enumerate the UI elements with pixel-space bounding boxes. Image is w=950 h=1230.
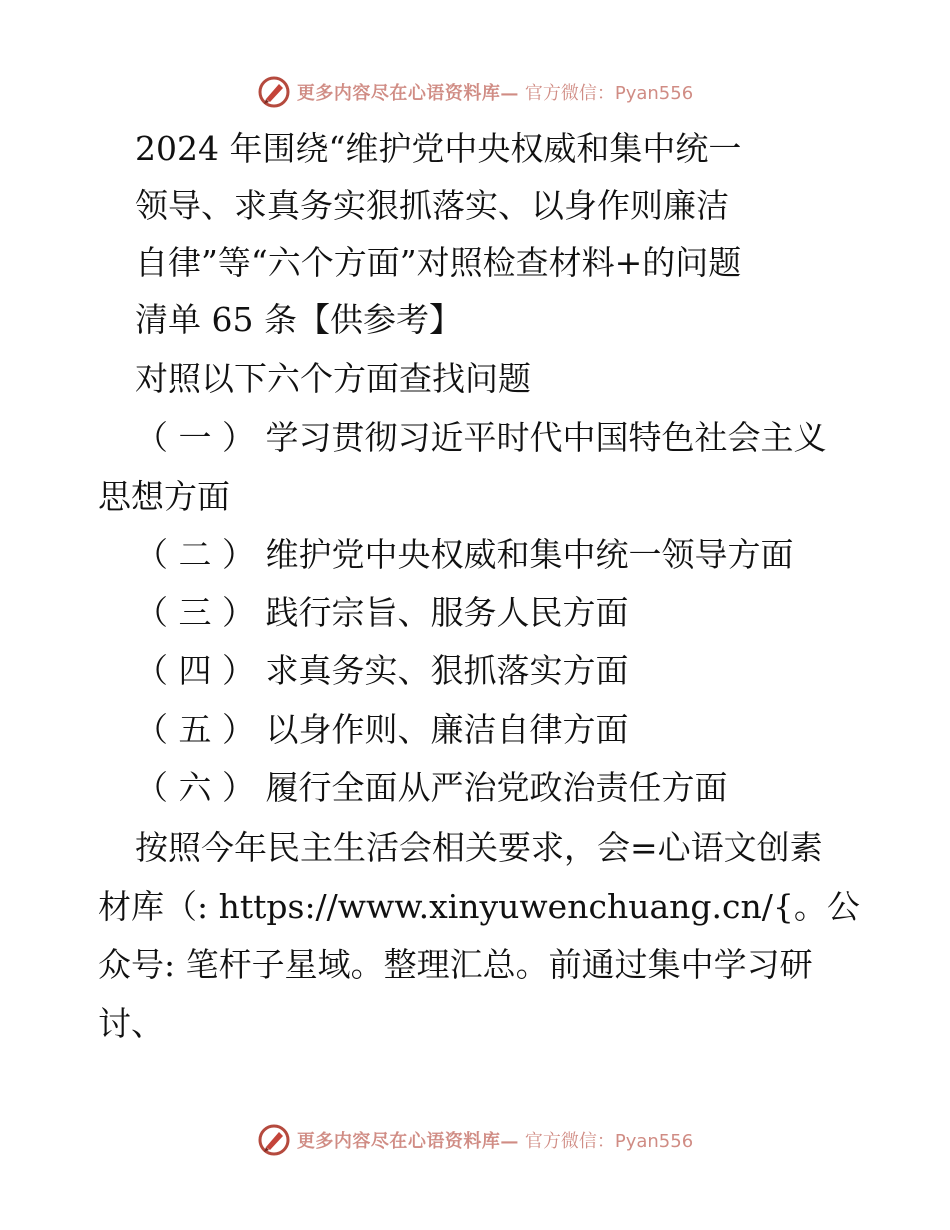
list-item-4: （ 四 ） 求真务实、狠抓落实方面 — [135, 651, 629, 690]
paragraph-line-1: 按照今年民主生活会相关要求，会=心语文创素 — [135, 828, 823, 867]
list-item-1: （ 一 ） 学习贯彻习近平时代中国特色社会主义 — [135, 418, 827, 457]
title-line-2: 领导、求真务实狠抓落实、以身作则廉洁 — [135, 186, 729, 225]
footer-wechat-text: 官方微信：Pyan556 — [524, 1131, 694, 1152]
paragraph-line-3: 众号: 笔杆子星域。整理汇总。前通过集中学习研 — [98, 945, 813, 984]
list-item-2: （ 二 ） 维护党中央权威和集中统一领导方面 — [135, 535, 794, 574]
list-item-3: （ 三 ） 践行宗旨、服务人民方面 — [135, 593, 629, 632]
title-line-1: 2024 年围绕“维护党中央权威和集中统一 — [135, 129, 742, 168]
footer-watermark — [0, 1120, 950, 1160]
header-watermark — [0, 72, 950, 112]
list-item-5: （ 五 ） 以身作则、廉洁自律方面 — [135, 710, 629, 749]
pen-logo-icon — [257, 1123, 291, 1157]
pen-logo-icon — [257, 75, 291, 109]
intro-text: 对照以下六个方面查找问题 — [135, 359, 531, 398]
paragraph-line-4: 讨、 — [98, 1004, 164, 1043]
list-item-1-continued: 思想方面 — [98, 477, 230, 516]
header-wechat-text: 官方微信：Pyan556 — [524, 83, 694, 104]
title-line-4: 清单 65 条【供参考】 — [135, 300, 462, 339]
header-brand-text: 更多内容尽在心语资料库— — [296, 83, 519, 104]
paragraph-line-2: 材库（: https://www.xinyuwenchuang.cn/{。公 — [98, 887, 860, 926]
footer-brand-text: 更多内容尽在心语资料库— — [296, 1131, 519, 1152]
title-line-3: 自律”等“六个方面”对照检查材料+的问题 — [135, 243, 742, 282]
list-item-6: （ 六 ） 履行全面从严治党政治责任方面 — [135, 768, 728, 807]
